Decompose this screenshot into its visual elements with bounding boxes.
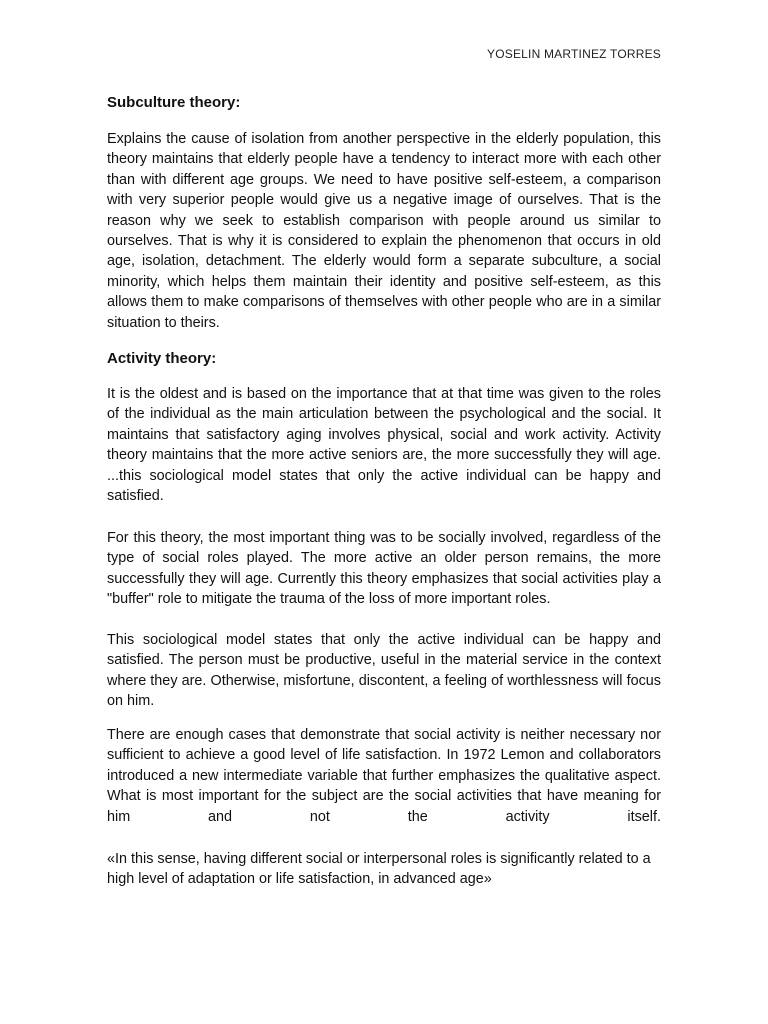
section-heading-subculture: Subculture theory: xyxy=(107,94,241,111)
paragraph-activity-quote: «In this sense, having different social or interpersonal roles is significantly related to a high level of adaptation or life satisfaction, in advanced age» xyxy=(107,851,651,888)
paragraph-subculture: Explains the cause of isolation from another perspective in the elderly population, this theory maintains that elderly people have a tendency to interact more with each other than with different age groups. We need to have positive self-esteem, a comparison with very superior people would give us a negative image of ourselves. That is the reason why we seek to establish comparison with people around us similar to ourselves. That is why it is considered to explain the phenomenon that occurs in old age, isolation, detachment. The elderly would form a separate subculture, a social minority, which helps them maintain their identity and positive self-esteem, as this allows them to make comparisons of themselves with other people who are in a similar situation to theirs. xyxy=(107,131,661,331)
section-heading-activity: Activity theory: xyxy=(107,350,217,367)
paragraph-activity-3: This sociological model states that only the active individual can be happy and satisfied. The person must be productive, useful in the material service in the context where they are. Otherwise, misfortune, discontent, a feeling of worthlessness will focus on him. xyxy=(107,632,661,710)
paragraph-activity-4: There are enough cases that demonstrate that social activity is neither necessary nor sufficient to achieve a good level of life satisfaction. In 1972 Lemon and collaborators introduced a new intermediate variable that further emphasizes the qualitative aspect. What is most important for the subject are the social activities that have meaning for him and not the activity itself. xyxy=(107,727,661,825)
paragraph-activity-1: It is the oldest and is based on the importance that at that time was given to the roles of the individual as the main articulation between the psychological and the social. It maintains that satisfactory aging involves physical, social and work activity. Activity theory maintains that the more active seniors are, the more successfully they will age. ...this sociological model states that only the active individual can be happy and satisfied. xyxy=(107,386,661,505)
header-author: YOSELIN MARTINEZ TORRES xyxy=(487,47,661,61)
paragraph-activity-2: For this theory, the most important thing was to be socially involved, regardless of the type of social roles played. The more active an older person remains, the more successfully they will age. Currently this theory emphasizes that social activities play a "buffer" role to mitigate the trauma of the loss of more important roles. xyxy=(107,530,661,608)
